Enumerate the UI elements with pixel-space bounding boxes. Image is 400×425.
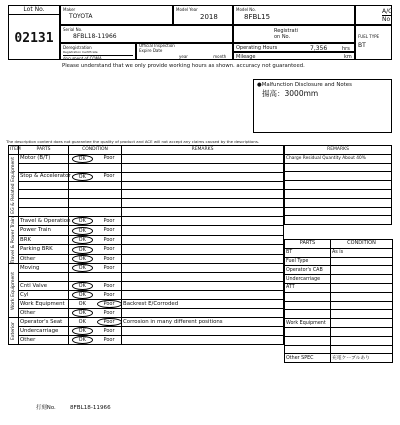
condition-poor: Poor [103, 155, 115, 162]
model-year-value: 2018 [200, 13, 218, 21]
hrs-unit: hrs [342, 46, 350, 52]
engraving-label: 打刻No. [36, 405, 56, 411]
side-row [285, 257, 393, 266]
condition-poor: Poor [103, 264, 115, 271]
group-label: Travel & Power Train [9, 216, 19, 264]
operating-hours-label: Operating Hours [236, 45, 278, 51]
side-part-name: ATT [285, 283, 331, 292]
fuel-cell [355, 25, 392, 60]
part-name: Parking BRK [19, 245, 69, 255]
ac-cell [355, 5, 392, 25]
condition-poor: Poor [103, 255, 115, 262]
side-row [285, 248, 393, 257]
side-row [285, 327, 393, 336]
table-row [9, 154, 284, 163]
side-part-condition [331, 319, 393, 328]
table-row [9, 235, 284, 245]
hours-note: Please understand that we only provide working hours as shown. accuracy not guaranteed. [62, 63, 305, 69]
remark [122, 273, 284, 282]
condition-ok: OK [72, 282, 93, 290]
model-no-value: 8FBL15 [244, 13, 271, 21]
table-row [9, 226, 284, 236]
part-name [19, 163, 69, 172]
side-part-name [285, 301, 331, 310]
maker-label: Maker [63, 7, 76, 12]
remark [122, 216, 284, 226]
table-row [9, 336, 284, 345]
condition-poor: Poor [103, 336, 115, 343]
condition-ok: OK [72, 246, 93, 254]
group-label: Work Equipment [9, 264, 19, 318]
km-unit: km [344, 54, 352, 60]
side-part-condition [331, 292, 393, 301]
condition-poor: Poor [103, 291, 115, 298]
condition-ok: OK [78, 318, 86, 325]
condition-ok: OK [72, 217, 93, 225]
side-part-condition [331, 257, 393, 266]
group-label: EG & Related Equipment [9, 154, 19, 216]
part-name: Power Train [19, 226, 69, 236]
side-part-condition [331, 275, 393, 284]
side-part-condition [331, 327, 393, 336]
side-row [285, 336, 393, 345]
serial-label: Serial No. [63, 27, 83, 32]
side-remarks-subtitle: Charge Residual Quantity About 40% [285, 154, 392, 163]
remark [122, 254, 284, 264]
side-part-name [285, 292, 331, 301]
side-row [285, 275, 393, 284]
hours-cell [233, 43, 355, 52]
maker-cell [60, 5, 173, 25]
registration-cell [233, 25, 355, 43]
table-row [9, 216, 284, 226]
table-row [9, 318, 284, 327]
part-name: Motor (B/T) [19, 154, 69, 163]
side-part-name: BT [285, 248, 331, 257]
operating-hours-value: 7,356 [310, 45, 328, 52]
ac-value: No [382, 16, 391, 23]
model-year-cell [173, 5, 233, 25]
document-label: document of COMA [63, 55, 133, 61]
header-condition: CONDITION [69, 146, 122, 155]
condition-ok: OK [72, 336, 93, 344]
side-part-condition: As is [331, 248, 393, 257]
side-header-condition: CONDITION [331, 240, 393, 249]
table-row [9, 300, 284, 309]
table-row [9, 291, 284, 300]
inspection-label: Official Inspection Expire Date [139, 43, 175, 53]
remark: Backrest E/Corroded [122, 300, 284, 309]
side-remarks-title: REMARKS [285, 146, 392, 155]
table-row [9, 190, 284, 199]
remark [122, 291, 284, 300]
engraving-value: 8FBL18-11966 [70, 405, 111, 411]
header-item: ITEM [10, 147, 21, 153]
header-parts: PARTS [19, 146, 69, 155]
part-name: Cyl [19, 291, 69, 300]
condition-ok: OK [72, 291, 93, 299]
table-row [9, 309, 284, 318]
side-row [285, 354, 393, 363]
deregistration-sub: Registration Certificate [63, 50, 98, 54]
inspection-cell [136, 43, 233, 60]
side-part-name [285, 336, 331, 345]
remark [122, 327, 284, 336]
part-name: Undercarriage [19, 327, 69, 336]
table-row [9, 207, 284, 216]
part-name: Stop & Accelerator [20, 173, 71, 180]
side-row [285, 310, 393, 319]
condition-poor: Poor [103, 327, 115, 334]
part-name: Cntl Valve [19, 282, 69, 291]
side-part-condition [331, 310, 393, 319]
lot-number: 02131 [14, 31, 54, 46]
table-row [9, 254, 284, 264]
model-no-cell [233, 5, 355, 25]
side-part-name: Undercarriage [285, 275, 331, 284]
side-part-name [285, 310, 331, 319]
side-parts [284, 239, 392, 363]
side-part-condition [331, 301, 393, 310]
side-part-condition [331, 266, 393, 275]
part-name: Other [19, 254, 69, 264]
part-name [19, 190, 69, 199]
header-remarks: REMARKS [122, 146, 284, 155]
condition-ok: OK [72, 327, 93, 335]
malfunction-text: 揚高：3000mm [262, 89, 319, 98]
condition-ok: OK [72, 173, 93, 181]
side-row [285, 266, 393, 275]
condition-poor: Poor [103, 227, 115, 234]
remark [122, 226, 284, 236]
serial-cell [60, 25, 233, 43]
condition-ok: OK [72, 264, 93, 272]
condition-ok: OK [72, 227, 93, 235]
inspection-date [137, 54, 232, 59]
side-part-condition [331, 283, 393, 292]
condition-ok: OK [78, 300, 86, 307]
part-name: Other [19, 309, 69, 318]
side-part-condition [331, 336, 393, 345]
condition-poor: Poor [103, 309, 115, 316]
side-row [285, 345, 393, 354]
mileage-cell [233, 52, 355, 60]
remark [122, 264, 284, 273]
remark [122, 163, 284, 172]
remark [122, 235, 284, 245]
part-name: Other [19, 336, 69, 345]
remark [122, 190, 284, 199]
side-part-name [285, 327, 331, 336]
part-name [19, 181, 69, 190]
condition-poor: Poor [103, 173, 115, 180]
month-label: month [213, 54, 227, 59]
side-part-name: Fuel Type [285, 257, 331, 266]
malfunction-title: ●Malfunction Disclosure and Notes [257, 82, 352, 88]
table-row [9, 172, 284, 181]
remark: Corrosion in many different positions [122, 318, 284, 327]
side-part-condition: 充電ケーブルあり [331, 354, 393, 363]
serial-value: 8FBL18-11966 [73, 33, 117, 40]
mileage-label: Mileage [236, 54, 256, 60]
condition-poor: Poor [97, 300, 122, 308]
side-part-condition [331, 345, 393, 354]
side-remarks [284, 145, 392, 225]
remark [122, 309, 284, 318]
side-part-name [285, 345, 331, 354]
side-header-parts: PARTS [285, 240, 331, 249]
condition-ok: OK [72, 255, 93, 263]
remark [122, 172, 284, 181]
part-name: Operator's Seat [19, 318, 69, 327]
side-row [285, 301, 393, 310]
table-row [9, 199, 284, 208]
deregistration-cell [60, 43, 136, 60]
table-row [9, 181, 284, 190]
remark [122, 181, 284, 190]
remark [122, 154, 284, 163]
model-year-label: Model Year [176, 7, 198, 12]
condition-poor: Poor [103, 246, 115, 253]
condition-poor: Poor [97, 318, 122, 326]
maker-value: TOYOTA [69, 13, 93, 20]
condition-ok: OK [72, 309, 93, 317]
part-name: BRK [19, 235, 69, 245]
remark [122, 336, 284, 345]
table-row [9, 264, 284, 273]
remark [122, 282, 284, 291]
table-row [9, 327, 284, 336]
condition-poor: Poor [103, 217, 115, 224]
remark [122, 207, 284, 216]
table-row [9, 163, 284, 172]
deregistration-label: Deregistration [63, 45, 92, 50]
remark [122, 245, 284, 255]
part-name: Work Equipment [19, 300, 69, 309]
model-no-label: Model No. [236, 7, 256, 12]
condition-ok: OK [72, 236, 93, 244]
lot-label: Lot No. [9, 6, 59, 15]
year-label: year [179, 54, 188, 59]
side-part-name: Other SPEC [285, 354, 331, 363]
lot-box [8, 5, 60, 60]
table-row [9, 245, 284, 255]
condition-ok: OK [72, 155, 93, 163]
part-name: Moving [19, 264, 69, 273]
inspection-table [8, 145, 283, 345]
group-label: Exterior [9, 318, 19, 345]
table-row [9, 273, 284, 282]
table-row [9, 282, 284, 291]
fuel-value: BT [358, 42, 366, 49]
malfunction-box [253, 79, 392, 133]
part-name [19, 273, 69, 282]
side-row [285, 283, 393, 292]
side-row [285, 292, 393, 301]
remark [122, 199, 284, 208]
side-row [285, 319, 393, 328]
part-name [19, 199, 69, 208]
disclaimer: The description content does not guarantee the quality of product and ACE will not accept any claims caused by the descriptions. [6, 139, 260, 144]
side-part-name: Operator's CAB [285, 266, 331, 275]
registration-label: Registrati on No. [274, 28, 298, 40]
condition-poor: Poor [103, 282, 115, 289]
part-name [19, 207, 69, 216]
ac-label: A/C [382, 8, 393, 15]
part-name: Travel & Operation [19, 216, 69, 226]
side-part-name: Work Equipment [285, 319, 331, 328]
condition-poor: Poor [103, 236, 115, 243]
fuel-label: FUEL TYPE [358, 34, 380, 39]
